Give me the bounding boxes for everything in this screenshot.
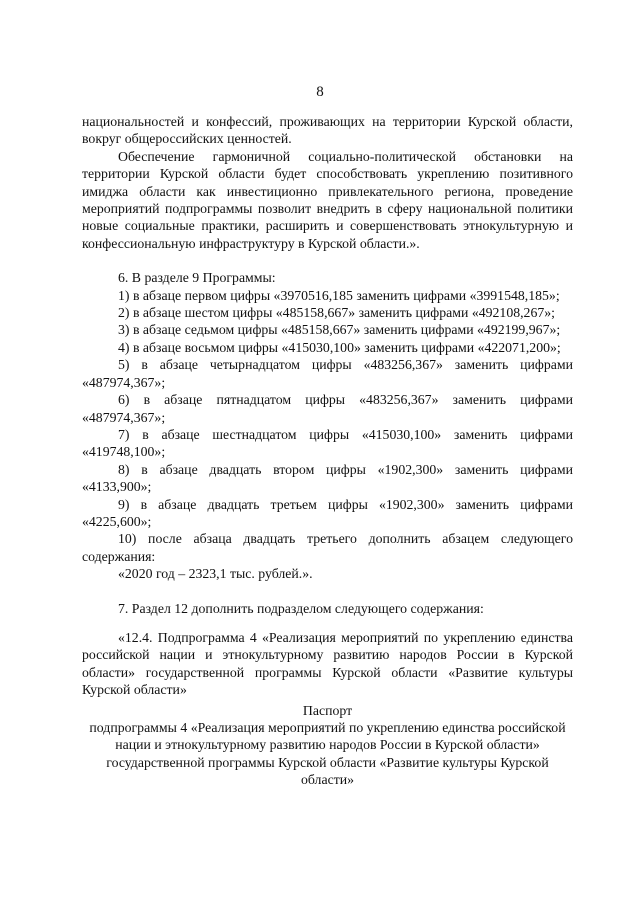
amendment-item-4: 4) в абзаце восьмом цифры «415030,100» заменить цифрами «422071,200»;	[118, 339, 561, 355]
amendment-item-5: 5) в абзаце четырнадцатом цифры «483256,367» заменить цифрами «487974,367»;	[82, 357, 573, 390]
paragraph-intro: национальностей и конфессий, проживающих на территории Курской области, вокруг общероссийских ценностей.	[82, 114, 573, 147]
passport-title: Паспорт	[302, 702, 353, 718]
passport-subtitle: подпрограммы 4 «Реализация мероприятий по укреплению единства российской нации и этнокультурному развитию народов России в Курской области» государственной программы Курской области «Развитие культуры Курской области»	[89, 720, 566, 788]
section-7-heading: 7. Раздел 12 дополнить подразделом следующего содержания:	[118, 600, 484, 616]
document-body	[82, 113, 573, 789]
paragraph-harmony: Обеспечение гармоничной социально-политической обстановки на территории Курской области будет способствовать укреплению позитивного имиджа области как инвестиционно привлекательного региона, проведение мероприятий подпрограммы позволит внедрить в сферу национальной политики новые социальные практики, расширить и совершенствовать этнокультурную и конфессиональную инфраструктуру в Курской области.».	[82, 148, 573, 251]
quoted-addition: «2020 год – 2323,1 тыс. рублей.».	[118, 566, 313, 582]
amendment-item-1: 1) в абзаце первом цифры «3970516,185 заменить цифрами «3991548,185»;	[118, 287, 560, 303]
amendment-item-7: 7) в абзаце шестнадцатом цифры «415030,100» заменить цифрами «419748,100»;	[82, 426, 573, 460]
section-6-heading: 6. В разделе 9 Программы:	[118, 270, 276, 286]
amendment-item-3: 3) в абзаце седьмом цифры «485158,667» заменить цифрами «492199,967»;	[118, 322, 561, 338]
amendment-item-9: 9) в абзаце двадцать третьем цифры «1902,300» заменить цифрами «4225,600»;	[82, 496, 573, 529]
page-number: 8	[316, 84, 324, 100]
amendment-item-2: 2) в абзаце шестом цифры «485158,667» заменить цифрами «492108,267»;	[118, 305, 555, 321]
amendment-item-10: 10) после абзаца двадцать третьего дополнить абзацем следующего содержания:	[82, 531, 573, 564]
amendment-item-6: 6) в абзаце пятнадцатом цифры «483256,367» заменить цифрами «487974,367»;	[82, 392, 573, 425]
passport-block	[82, 702, 573, 789]
amendment-item-8: 8) в абзаце двадцать втором цифры «1902,300» заменить цифрами «4133,900»;	[82, 461, 573, 495]
subsection-12-4: «12.4. Подпрограмма 4 «Реализация мероприятий по укреплению единства российской нации и этнокультурному развитию народов России в Курской области» государственной программы Курской области «Развитие культуры Курской области»	[82, 629, 573, 698]
